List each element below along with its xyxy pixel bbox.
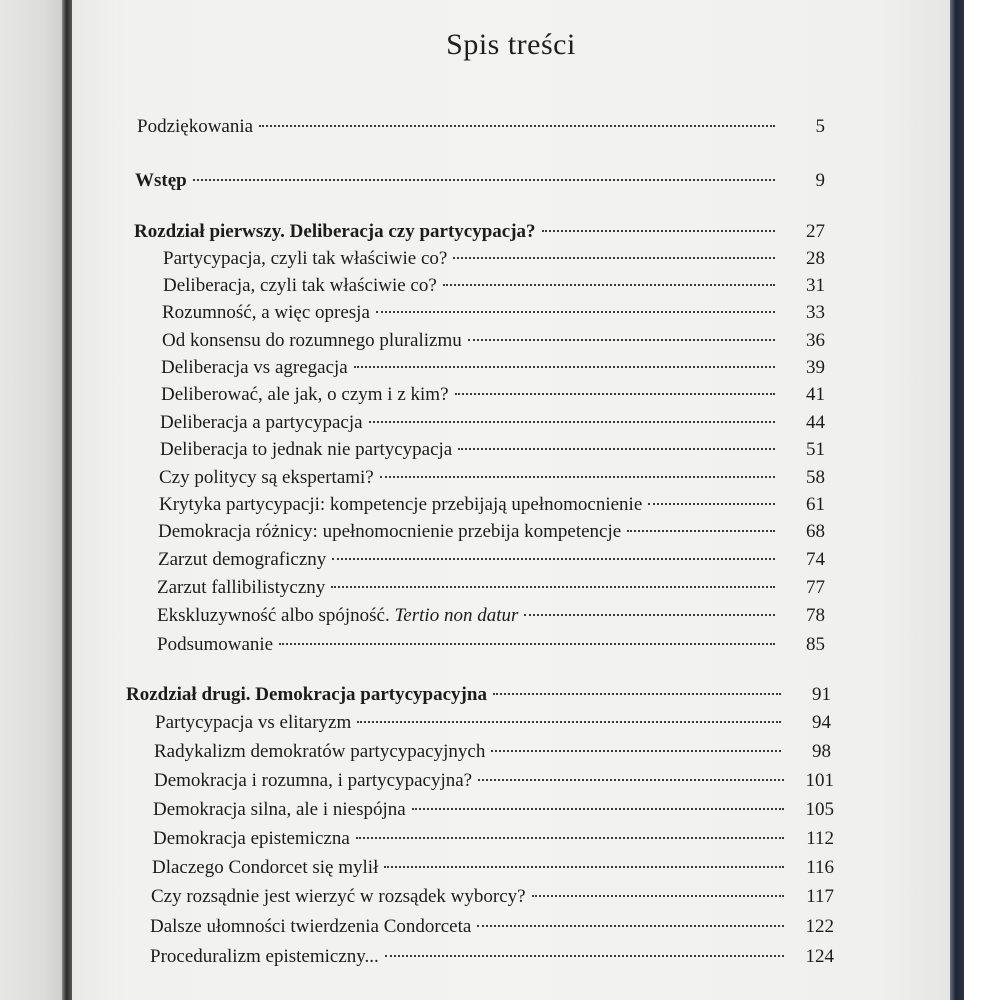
toc-section: [161, 355, 825, 381]
toc-entry-label: Demokracja epistemiczna: [153, 828, 350, 849]
toc-section: [158, 547, 825, 573]
dot-leader: [493, 693, 781, 695]
toc-entry-label: Partycypacja, czyli tak właściwie co?: [163, 248, 448, 269]
toc-section: [153, 797, 834, 823]
toc-entry-page: 85: [806, 634, 825, 655]
toc-entry-label: Deliberacja a partycypacja: [160, 412, 363, 433]
dot-leader: [193, 179, 775, 181]
dot-leader: [380, 476, 775, 478]
toc-entry-page: 116: [806, 857, 834, 878]
toc-entry-page: 98: [812, 741, 831, 762]
toc-entry-page: 51: [806, 439, 825, 460]
toc-section: [155, 710, 831, 736]
dot-leader: [279, 643, 775, 645]
dot-leader: [468, 339, 775, 341]
toc-chapter-2: [126, 682, 831, 708]
toc-entry-label: Rozdział pierwszy. Deliberacja czy partycypacja?: [134, 221, 536, 242]
toc-entry-label: Czy politycy są ekspertami?: [159, 467, 374, 488]
dot-leader: [478, 779, 784, 781]
toc-entry-page: 44: [806, 412, 825, 433]
dot-leader: [331, 586, 775, 588]
toc-section: [162, 328, 825, 354]
dot-leader: [356, 837, 784, 839]
toc-section: [163, 246, 825, 272]
toc-section: [154, 739, 831, 765]
toc-entry-introduction: [135, 168, 825, 194]
toc-entry-page: 28: [806, 248, 825, 269]
background: [964, 0, 1000, 1000]
toc-entry-page: 9: [815, 170, 825, 191]
toc-section: [161, 382, 825, 408]
dot-leader: [455, 393, 775, 395]
dot-leader: [524, 614, 775, 616]
toc-entry-page: 58: [806, 467, 825, 488]
toc-entry-page: 27: [806, 221, 825, 242]
dot-leader: [369, 421, 775, 423]
toc-entry-label: Zarzut fallibilistyczny: [157, 577, 326, 598]
toc-entry-label: Demokracja różnicy: upełnomocnienie przebija kompetencje: [158, 521, 622, 542]
toc-entry-page: 94: [812, 712, 831, 733]
dot-leader: [332, 558, 775, 560]
toc-entry-page: 33: [806, 302, 825, 323]
toc-entry-page: 105: [805, 799, 834, 820]
toc-entry-label: Deliberacja vs agregacja: [161, 357, 348, 378]
left-page-edge: [0, 0, 62, 1000]
toc-entry-label: Podsumowanie: [157, 634, 274, 655]
toc-entry-label: Proceduralizm epistemiczny...: [150, 946, 379, 967]
toc-entry-page: 78: [806, 605, 825, 626]
dot-leader: [376, 311, 775, 313]
toc-section: [152, 855, 834, 881]
toc-section: [150, 944, 834, 970]
toc-section: [160, 410, 825, 436]
dot-leader: [453, 257, 775, 259]
dot-leader: [357, 721, 781, 723]
page-title: Spis treści: [446, 28, 576, 61]
toc-entry-label: Rozdział drugi. Demokracja partycypacyjna: [126, 684, 487, 705]
toc-chapter-1: [134, 219, 825, 245]
toc-entry-label: [157, 603, 518, 629]
toc-entry-label: Partycypacja vs elitaryzm: [155, 712, 352, 733]
dot-leader: [542, 230, 775, 232]
toc-section: [151, 884, 834, 910]
toc-entry-label: Demokracja silna, ale i niespójna: [153, 799, 406, 820]
dot-leader: [384, 866, 784, 868]
toc-section: [160, 437, 825, 463]
toc-entry-page: 68: [806, 521, 825, 542]
toc-section: [150, 914, 834, 940]
toc-entry-label-regular: Ekskluzywność albo spójność.: [157, 605, 390, 626]
toc-entry-label: Krytyka partycypacji: kompetencje przebijają upełnomocnienie: [159, 494, 643, 515]
toc-entry-label: Od konsensu do rozumnego pluralizmu: [162, 330, 462, 351]
toc-entry-label: Rozumność, a więc opresja: [162, 302, 370, 323]
dot-leader: [458, 448, 775, 450]
toc-entry-page: 74: [806, 549, 825, 570]
toc-section: [153, 826, 834, 852]
toc-section: [154, 768, 834, 794]
toc-section: [159, 492, 825, 518]
toc-entry-page: 31: [806, 275, 825, 296]
dot-leader: [259, 125, 775, 127]
toc-entry-label-italic: Tertio non datur: [394, 605, 519, 626]
dot-leader: [412, 808, 784, 810]
toc-entry-page: 5: [815, 116, 825, 137]
toc-entry-acknowledgements: [137, 114, 825, 140]
toc-entry-label: Zarzut demograficzny: [158, 549, 327, 570]
toc-entry-page: 77: [806, 577, 825, 598]
toc-entry-label: Podziękowania: [137, 116, 254, 137]
dot-leader: [477, 925, 784, 927]
toc-entry-page: 36: [806, 330, 825, 351]
toc-entry-page: 112: [806, 828, 834, 849]
toc-entry-label: Wstęp: [135, 170, 187, 191]
toc-entry-label: Dalsze ułomności twierdzenia Condorceta: [150, 916, 472, 937]
toc-entry-label: Radykalizm demokratów partycypacyjnych: [154, 741, 486, 762]
toc-entry-label: Deliberacja, czyli tak właściwie co?: [163, 275, 437, 296]
toc-section: [157, 575, 825, 601]
toc-entry-page: 101: [805, 770, 834, 791]
book-gutter: [62, 0, 72, 1000]
toc-section: [163, 273, 825, 299]
toc-entry-page: 91: [812, 684, 831, 705]
toc-section: [158, 519, 825, 545]
dot-leader: [648, 503, 775, 505]
toc-entry-label: Dlaczego Condorcet się mylił: [152, 857, 379, 878]
toc-entry-page: 117: [806, 886, 834, 907]
dot-leader: [491, 750, 781, 752]
toc-entry-page: 124: [805, 946, 834, 967]
toc-entry-page: 122: [805, 916, 834, 937]
dot-leader: [443, 284, 775, 286]
toc-section: [162, 300, 825, 326]
toc-section: [159, 465, 825, 491]
toc-entry-label: Czy rozsądnie jest wierzyć w rozsądek wyborcy?: [151, 886, 526, 907]
toc-section: [157, 603, 825, 629]
toc-section: [157, 632, 825, 658]
toc-entry-page: 41: [806, 384, 825, 405]
dot-leader: [385, 955, 784, 957]
toc-entry-page: 61: [806, 494, 825, 515]
dot-leader: [532, 895, 784, 897]
toc-entry-label: Deliberować, ale jak, o czym i z kim?: [161, 384, 449, 405]
dot-leader: [627, 530, 775, 532]
toc-entry-label: Demokracja i rozumna, i partycypacyjna?: [154, 770, 473, 791]
dot-leader: [354, 366, 775, 368]
toc-entry-page: 39: [806, 357, 825, 378]
toc-entry-label: Deliberacja to jednak nie partycypacja: [160, 439, 453, 460]
book-cover-edge: [950, 0, 964, 1000]
